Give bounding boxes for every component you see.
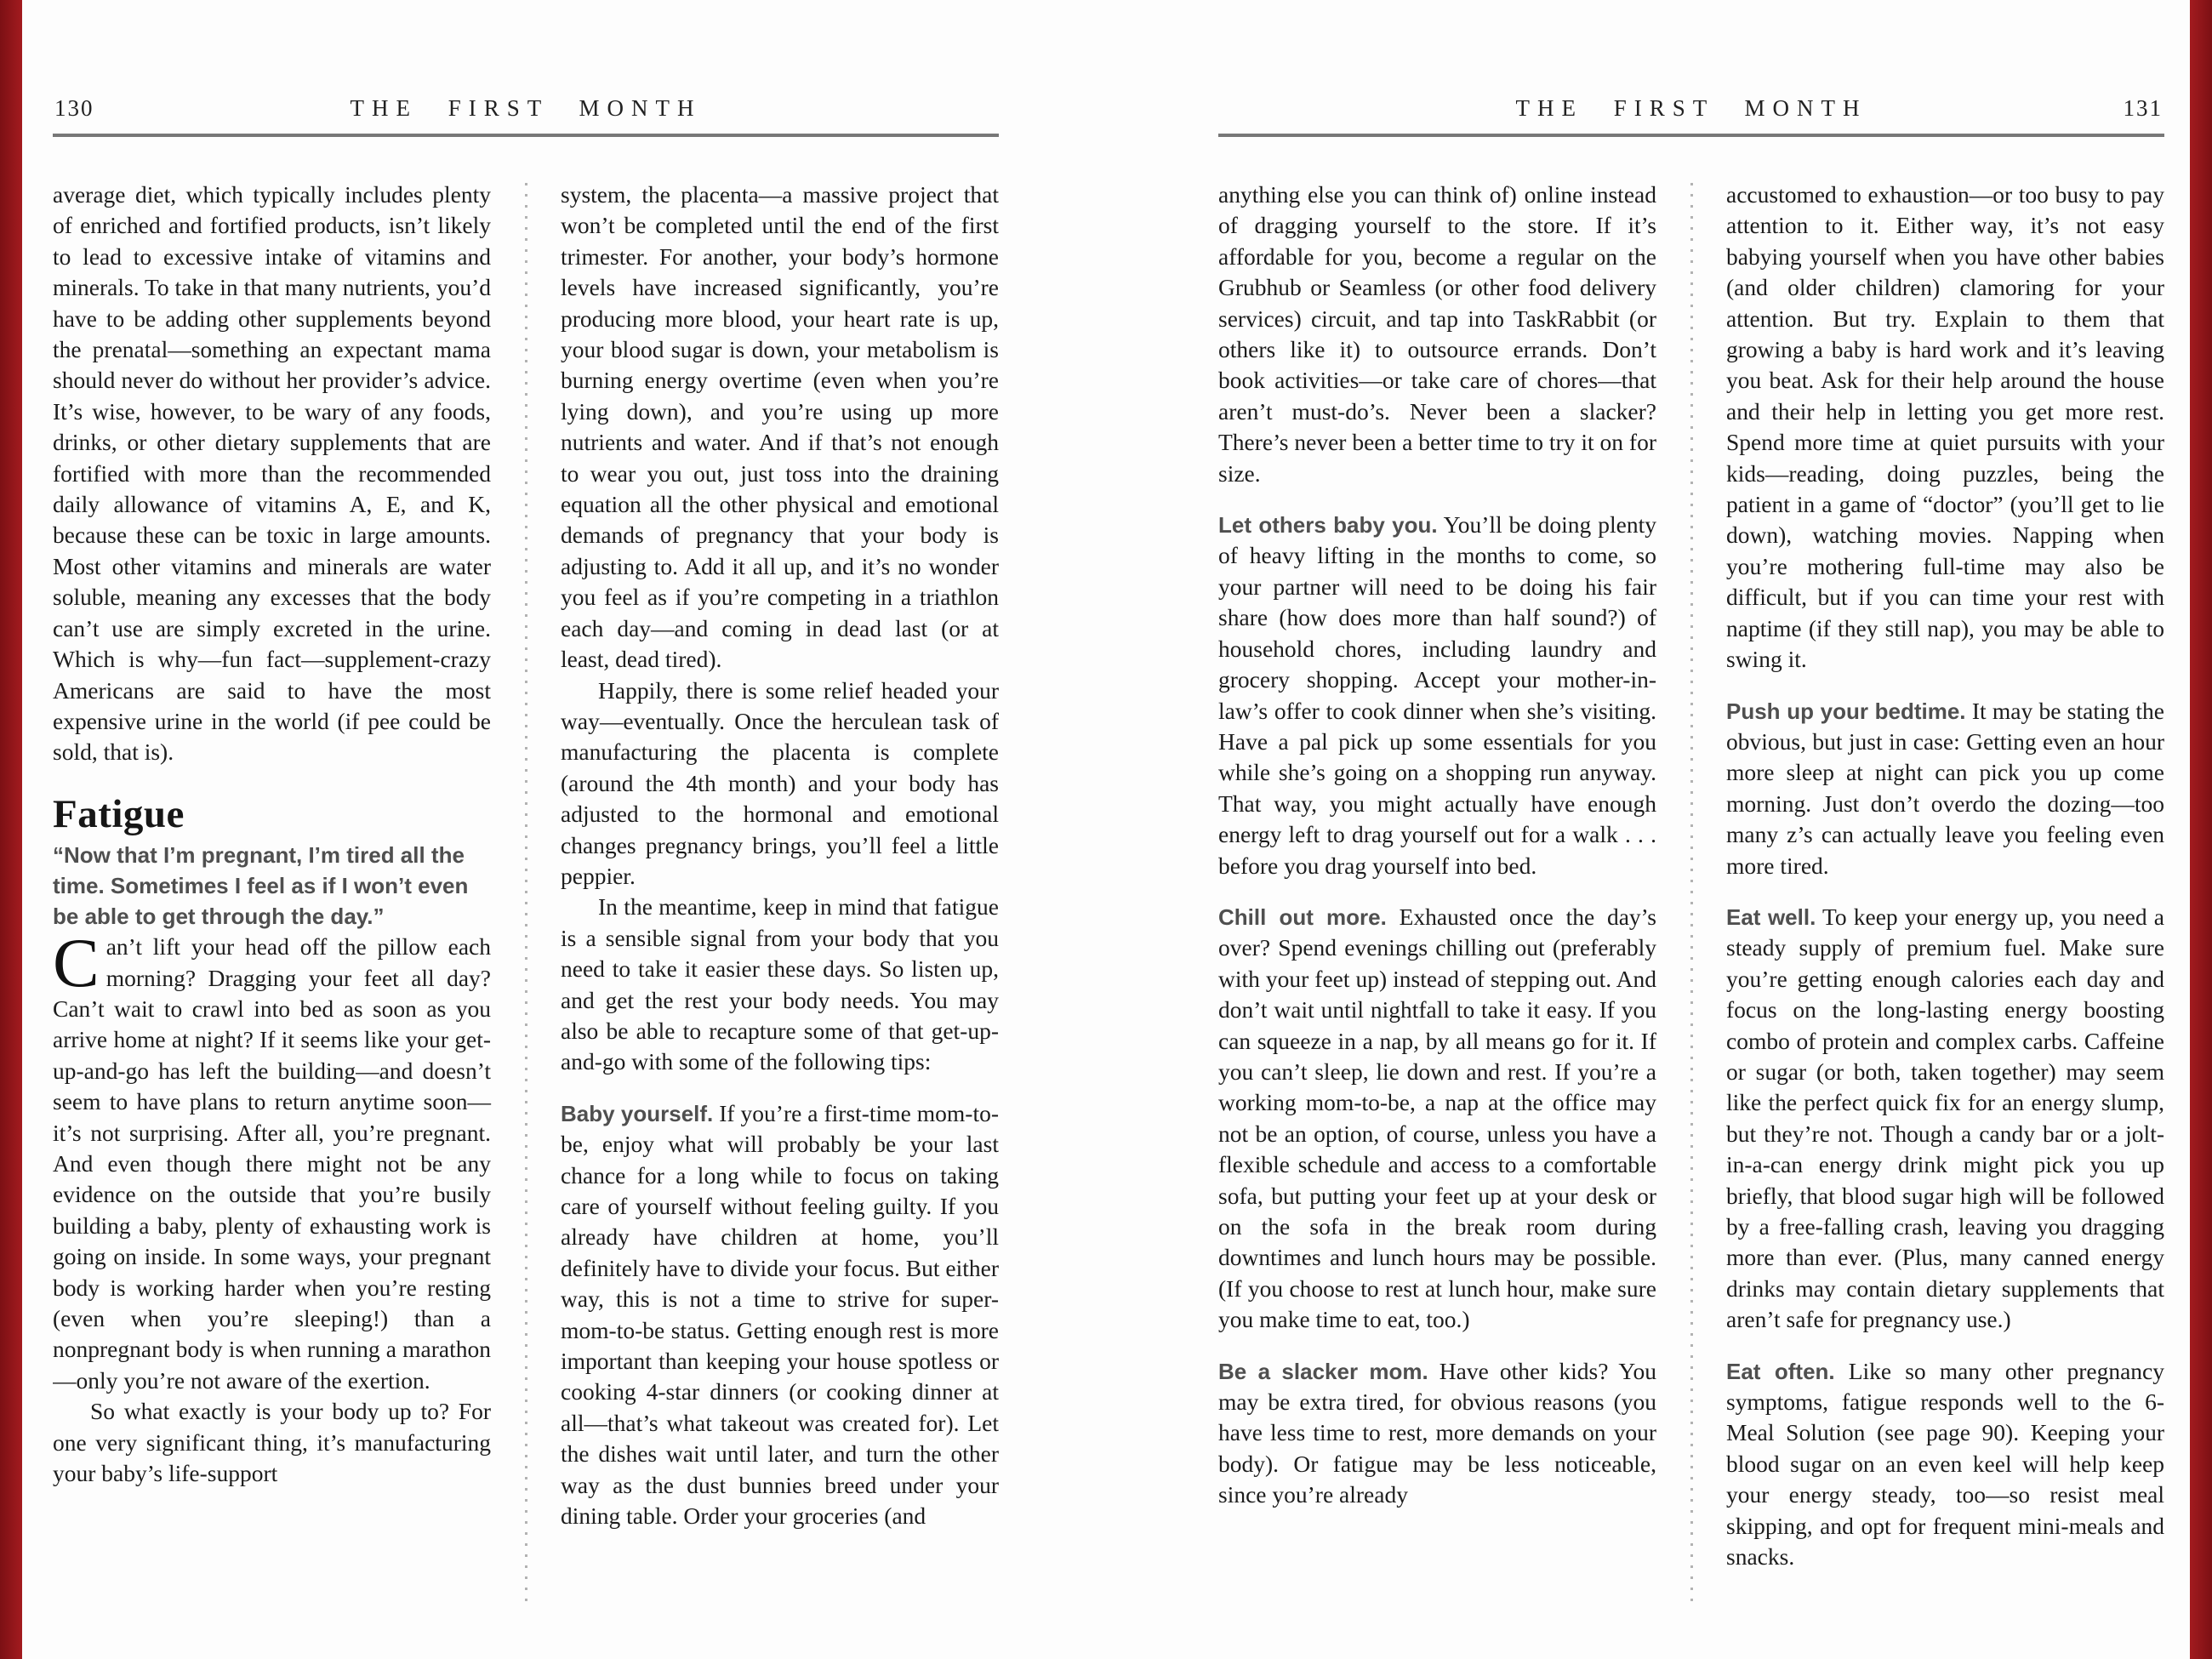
tip-text: It may be stating the obvious, but just in case: Getting even an hour more sleep at night can pick you up come morning. Just don’t overdo the dozing—too many z’s can actually leave you feeling even more tired. [1726,697,2164,879]
page-header [53,78,999,137]
tip-lead: Be a slacker mom. [1218,1358,1428,1384]
tip-text: You’ll be doing plenty of heavy lifting in the months to come, so your partner will need to be doing his fair share (how does more than half sound?) of household chores, including laundry and grocery shopping. Accept your mother-in-law’s offer to cook dinner when she’s visiting. Have a pal pick up some essentials for you while she’s going on a shopping run anyway. That way, you might actually have enough energy left to drag yourself out for a walk . . . before you drag yourself into bed. [1218,511,1656,879]
tip-paragraph [1726,902,2164,1336]
column-2 [561,180,999,1617]
paragraph: average diet, which typically includes plenty of enriched and fortified products, isn’t likely to lead to excessive intake of vitamins and minerals. To take in that many nutrients, you’d have to be adding other supplements beyond the prenatal—something an expectant mama should never do without her provider’s advice. It’s wise, however, to be wary of any foods, drinks, or other dietary supplements that are fortified with more than the recommended daily allowance of vitamins A, E, and K, because these can be toxic in large amounts. Most other vitamins and minerals are water soluble, meaning any excesses that the body can’t use are simply excreted in the urine. Which is why—fun fact—supplement-crazy Americans are said to have the most expensive urine in the world (if pee could be sold, that is). [53,181,491,766]
page-header [1218,78,2164,137]
tip-lead: Eat often. [1726,1358,1835,1384]
dropcap-paragraph [53,924,491,1396]
tip-text: To keep your energy up, you need a steady supply of premium fuel. Make sure you’re getting enough calories each day and focus on the long-lasting energy boosting combo of protein and complex carbs. Caffeine or sugar (or both, taken together) may seem like the perfect quick fix for an energy slump, but they’re not. Though a candy bar or a jolt-in-a-can energy drink might pick you up briefly, that blood sugar high will be followed by a free-falling crash, leaving you dragging more than ever. (Plus, many canned energy drinks may contain dietary supplements that aren’t safe for pregnancy use.) [1726,903,2164,1333]
tip-lead: Eat well. [1726,904,1816,930]
tip-paragraph [1726,696,2164,881]
running-head: THE FIRST MONTH [350,95,702,121]
column-2 [1726,180,2164,1617]
paragraph: In the meantime, keep in mind that fatigue is a sensible signal from your body that you need to take it easier these days. So listen up, and get the rest your body needs. You may also be able to recapture some of that get-up-and-go with some of the following tips: [561,893,999,1075]
page-130 [53,78,999,1617]
page-number: 131 [2123,95,2163,121]
tip-paragraph [1726,1356,2164,1573]
column-divider-dotted [525,183,527,1605]
tip-lead: Chill out more. [1218,904,1387,930]
tip-text: If you’re a first-time mom-to-be, enjoy what will probably be your last chance for a long while to focus on taking care of yourself without feeling guilty. If you already have children at home, you’ll definitely have to divide your focus. But either way, this is not a time to strive for super-mom-to-be status. Getting enough rest is more important than keeping your house spotless or cooking 4-star dinners (or cooking dinner at all—that’s what takeout was created for). Let the dishes wait until later, and turn the other way as the dust bunnies breed under your dining table. Order your groceries (and [561,1099,999,1530]
tip-paragraph [1218,902,1656,1336]
column-1 [1218,180,1656,1617]
book-edge-left [0,0,22,1659]
running-head: THE FIRST MONTH [1515,95,1867,121]
tip-text: Like so many other pregnancy symptoms, fatigue responds well to the 6-Meal Solution (see page 90). Keeping your blood sugar on an even keel will help keep your energy steady, too—so resist meal skipping, and opt for frequent mini-meals and snacks. [1726,1357,2164,1571]
paragraph: So what exactly is your body up to? For one very significant thing, it’s manufacturing your baby’s life-support [53,1398,491,1487]
paragraph: system, the placenta—a massive project that won’t be completed until the end of the first trimester. For another, your body’s hormone levels have increased significantly, you’re producing more blood, your heart rate is up, your blood sugar is down, your metabolism is burning energy overtime (even when you’re lying down), and you’re using up more nutrients and water. And if that’s not enough to wear you out, just toss into the draining equation all the other physical and emotional demands of pregnancy that your body is adjusting to. Add it all up, and it’s no wonder you feel as if you’re competing in a triathlon each day—and coming in dead last (or at least, dead tired). [561,181,999,673]
tip-paragraph [1218,510,1656,881]
tip-lead: Push up your bedtime. [1726,698,1966,724]
tip-lead: Baby yourself. [561,1100,714,1126]
section-heading-fatigue: Fatigue [53,791,185,836]
column-divider-dotted [1690,183,1693,1605]
book-edge-right [2190,0,2212,1659]
tip-paragraph [1218,1356,1656,1511]
page-number: 130 [54,95,94,121]
tip-text: Exhausted once the day’s over? Spend evenings chilling out (preferably with your feet up) instead of stepping out. And don’t wait until nightfall to take it easy. If you can squeeze in a nap, by all means go for it. If you can’t sleep, lie down and rest. If you’re a working mom-to-be, a nap at the office may not be an option, of course, unless you have a flexible schedule and access to a comfortable sofa, but putting your feet up at your desk or on the sofa in the break room during downtimes and lunch hours may be possible. (If you choose to rest at lunch hour, make sure you make time to eat, too.) [1218,903,1657,1333]
tip-paragraph [561,1098,999,1532]
paragraph: anything else you can think of) online instead of dragging yourself to the store. If it’s affordable for you, become a regular on the Grubhub or Seamless (or other food delivery services) circuit, and tap into TaskRabbit (or others like it) to outsource errands. Don’t book activities—or take care of chores—that aren’t must-do’s. Never been a slacker? There’s never been a better time to try it on for size. [1218,181,1656,487]
dropcap-letter: C [53,924,100,1002]
reader-quote: “Now that I’m pregnant, I’m tired all the time. Sometimes I feel as if I won’t even be able to get through the day.” [53,842,469,930]
paragraph: Happily, there is some relief headed your way—eventually. Once the herculean task of manufacturing the placenta is complete (around the 4th month) and your body has adjusted to the hormonal and emotional changes pregnancy brings, you’ll feel a little peppier. [561,676,999,889]
page-131 [1218,78,2164,1617]
paragraph: accustomed to exhaustion—or too busy to pay attention to it. Either way, it’s not easy babying yourself when you have other babies (and older children) clamoring for your attention. But try. Explain to them that growing a baby is hard work and it’s leaving you beat. Ask for their help around the house and their help in letting you get more rest. Spend more time at quiet pursuits with your kids—reading, doing puzzles, being the patient in a game of “doctor” (you’ll get to lie down), watching movies. Napping when you’re mothering full-time may also be difficult, but if you can time your rest with naptime (if they still nap), you may be able to swing it. [1726,181,2164,673]
page-columns [53,180,999,1617]
paragraph-text: an’t lift your head off the pillow each morning? Dragging your feet all day? Can’t wait to crawl into bed as soon as you arrive home at night? If it seems like your get-up-and-go has left the building—and doesn’t seem to have plans to return anytime soon—it’s not surprising. After all, you’re pregnant. And even though there might not be any evidence on the outside that you’re busily building a baby, plenty of exhausting work is going on inside. In some ways, your pregnant body is working harder when you’re resting (even when you’re sleeping!) than a nonpregnant body is when running a marathon—only you’re not aware of the exertion. [53,933,491,1394]
page-columns [1218,180,2164,1617]
tip-text: Have other kids? You may be extra tired, for obvious reasons (you have less time to rest, more demands on your body). Or fatigue may be less noticeable, since you’re already [1218,1357,1656,1508]
column-1 [53,180,491,1617]
tip-lead: Let others baby you. [1218,512,1438,539]
